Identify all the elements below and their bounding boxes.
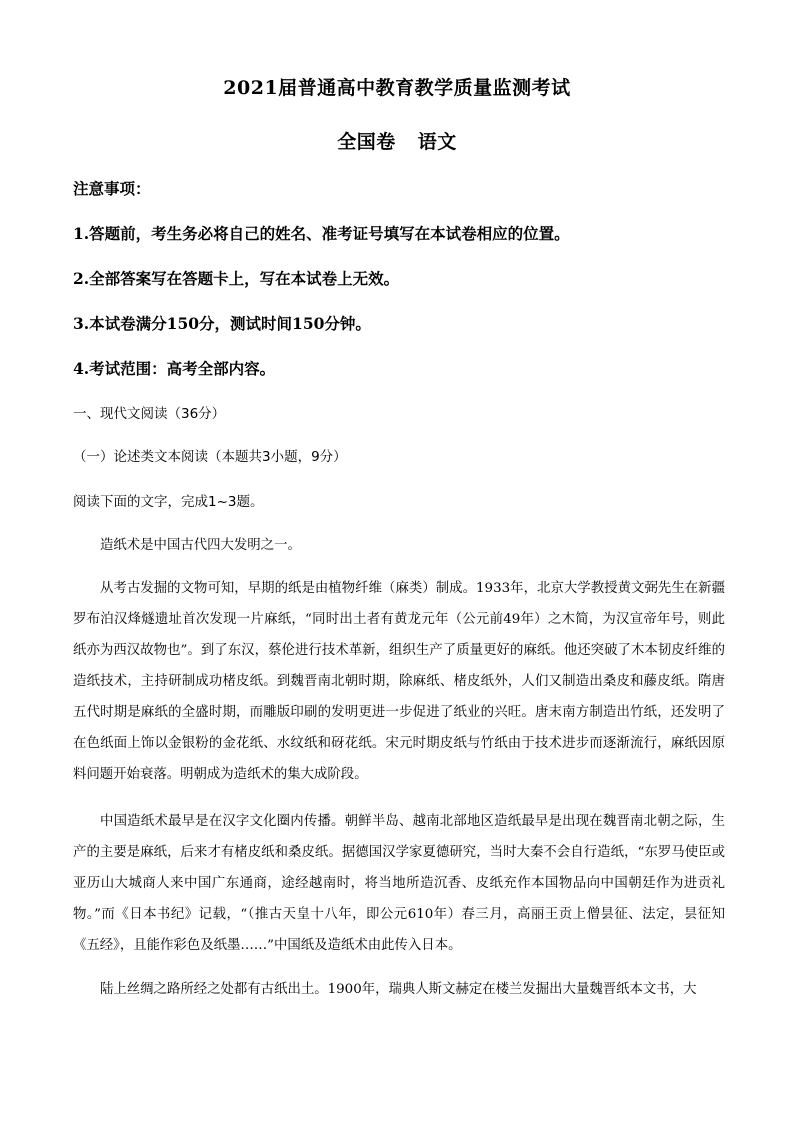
note-item-1: 1.答题前，考生务必将自己的姓名、准考证号填写在本试卷相应的位置。	[73, 224, 570, 243]
subsection-title: （一）论述类文本阅读（本题共3小题，9分）	[73, 449, 347, 465]
note-item-3: 3.本试卷满分150分，测试时间150分钟。	[73, 314, 371, 333]
passage-paragraph-2: 从考古发掘的文物可知，早期的纸是由植物纤维（麻类）制成。1933年，北京大学教授黄文弼先生在新疆罗布泊汉烽燧遗址首次发现一片麻纸，“同时出土者有黄龙元年（公元前49年）之木简，为汉宣帝年号，则此纸亦为西汉故物也”。到了东汉，蔡伦进行技术革新，组织生产了质量更好的麻纸。他还突破了木本韧皮纤维的造纸技术，主持研制成功楮皮纸。到魏晋南北朝时期，除麻纸、楮皮纸外，人们又制造出桑皮和藤皮纸。隋唐五代时期是麻纸的全盛时期，而雕版印刷的发明更进一步促进了纸业的兴旺。唐末南方制造出竹纸，还发明了在色纸面上饰以金银粉的金花纸、水纹纸和砑花纸。宋元时期皮纸与竹纸由于技术进步而逐渐流行，麻纸因原料问题开始衰落。明朝成为造纸术的集大成阶段。	[73, 581, 725, 782]
exam-subtitle	[0, 127, 794, 154]
exam-title: 2021届普通高中教育教学质量监测考试	[223, 77, 571, 99]
notes-heading: 注意事项：	[73, 179, 151, 198]
passage-paragraph-4: 陆上丝绸之路所经之处都有古纸出土。1900年，瑞典人斯文赫定在楼兰发掘出大量魏晋纸本文书，大	[100, 982, 697, 997]
section-title: 一、现代文阅读（36分）	[73, 406, 226, 422]
exam-scope: 全国卷	[337, 131, 396, 153]
note-item-4: 4.考试范围：高考全部内容。	[73, 359, 276, 378]
passage-paragraph-1: 造纸术是中国古代四大发明之一。	[100, 538, 301, 553]
exam-subject: 语文	[417, 131, 457, 153]
reading-instruction: 阅读下面的文字，完成1~3题。	[73, 494, 264, 510]
note-item-2: 2.全部答案写在答题卡上，写在本试卷上无效。	[73, 269, 400, 288]
passage-paragraph-3: 中国造纸术最早是在汉字文化圈内传播。朝鲜半岛、越南北部地区造纸最早是出现在魏晋南北朝之际，生产的主要是麻纸，后来才有楮皮纸和桑皮纸。据德国汉学家夏德研究，当时大秦不会自行造纸，“东罗马使臣或亚历山大城商人来中国广东通商，途经越南时，将当地所造沉香、皮纸充作本国物品向中国朝廷作为进贡礼物。”而《日本书纪》记载，“（推古天皇十八年，即公元610年）春三月，高丽王贡上僧昙征、法定，昙征知《五经》，且能作彩色及纸墨……”中国纸及造纸术由此传入日本。	[73, 814, 725, 953]
